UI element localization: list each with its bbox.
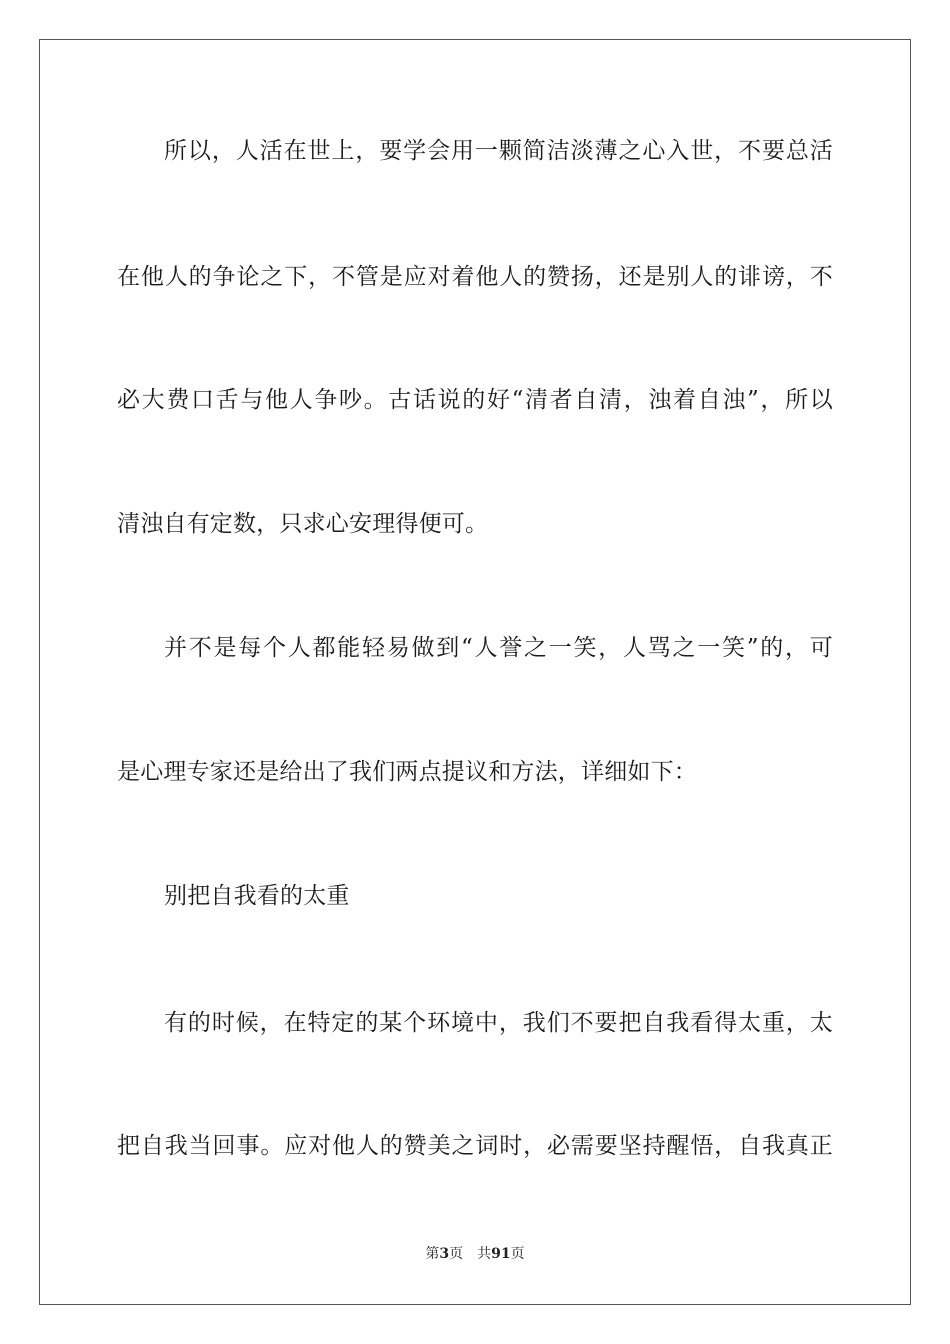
footer-page-suffix: 页 — [449, 1246, 464, 1262]
paragraph-4-line-1: 有的时候，在特定的某个环境中，我们不要把自我看得太重，太 — [164, 1010, 833, 1036]
paragraph-4-line-2: 把自我当回事。应对他人的赞美之词时，必需要坚持醒悟，自我真正 — [117, 1133, 833, 1159]
paragraph-1-line-4: 清浊自有定数，只求心安理得便可。 — [117, 511, 489, 537]
footer-page-number: 3 — [439, 1246, 450, 1262]
paragraph-1-line-2: 在他人的争论之下，不管是应对着他人的赞扬，还是别人的诽谤，不 — [117, 264, 833, 290]
section-heading: 别把自我看的太重 — [164, 883, 350, 909]
footer-page-prefix: 第 — [425, 1246, 440, 1262]
paragraph-2-line-1: 并不是每个人都能轻易做到“人誉之一笑，人骂之一笑”的，可 — [164, 635, 833, 661]
page-border — [39, 39, 911, 1305]
footer-total-pages: 91 — [491, 1246, 511, 1262]
footer-total-prefix: 共 — [477, 1246, 492, 1262]
page-footer — [0, 1244, 950, 1264]
paragraph-2-line-2: 是心理专家还是给出了我们两点提议和方法，详细如下： — [117, 759, 697, 785]
footer-total-suffix: 页 — [510, 1246, 525, 1262]
paragraph-1-line-3: 必大费口舌与他人争吵。古话说的好“清者自清，浊着自浊”，所以 — [117, 387, 833, 413]
paragraph-1-line-1: 所以，人活在世上，要学会用一颗简洁淡薄之心入世，不要总活 — [164, 138, 833, 164]
